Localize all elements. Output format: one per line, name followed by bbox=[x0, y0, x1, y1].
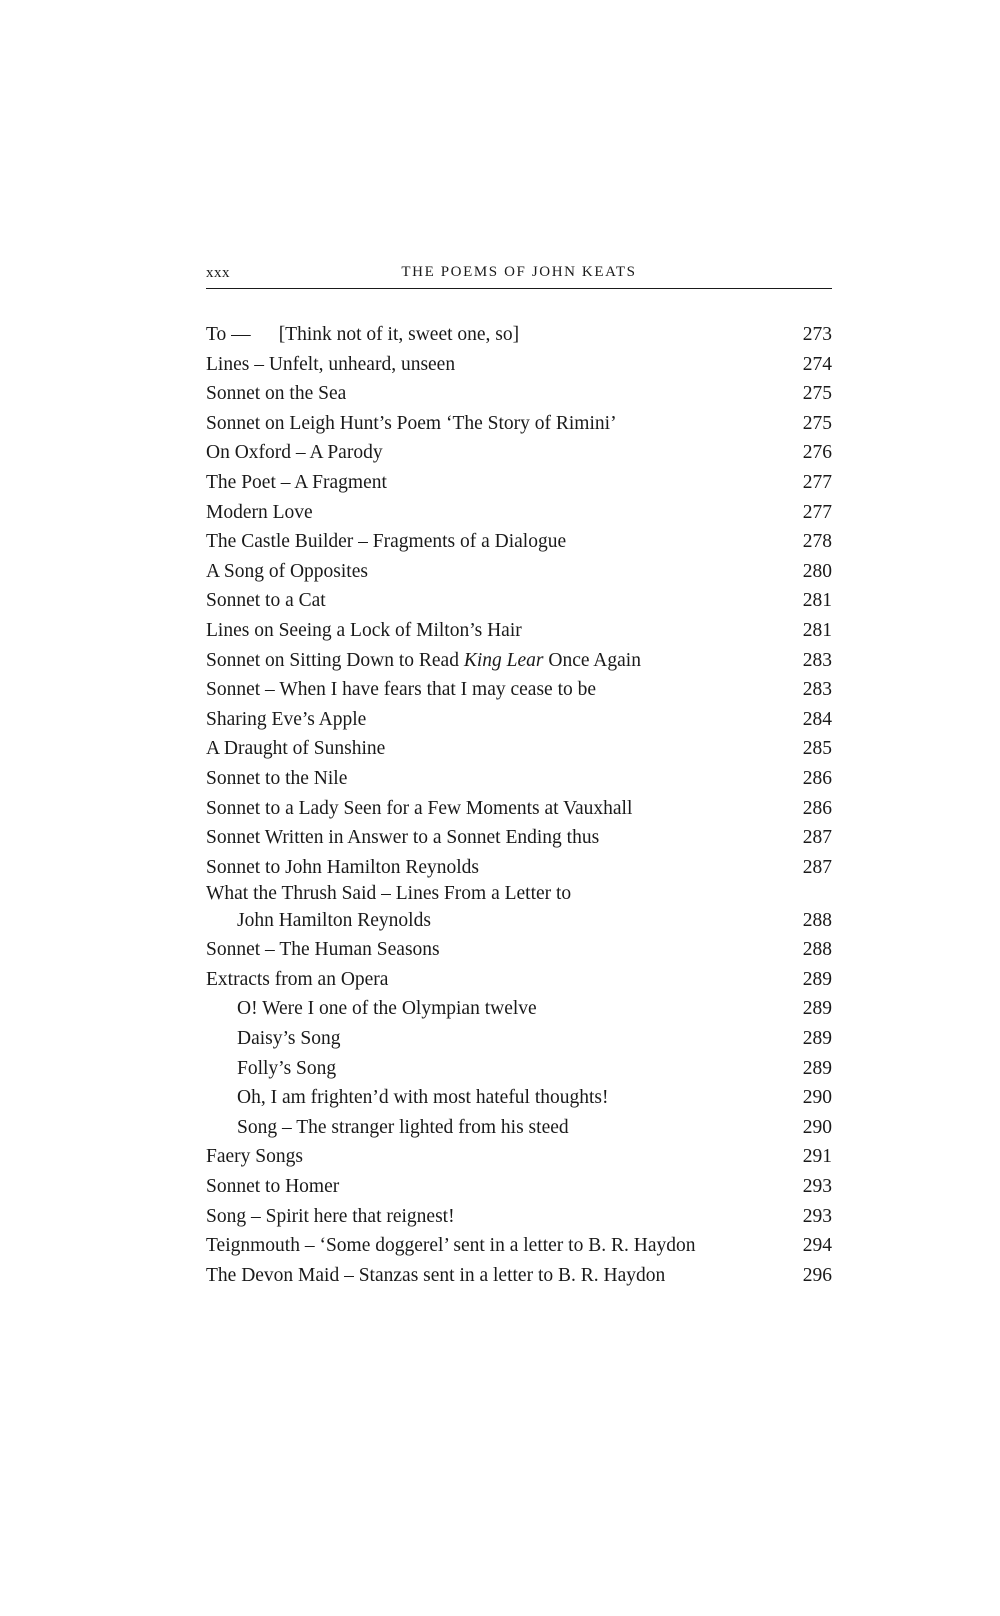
toc-entry bbox=[206, 557, 832, 587]
toc-entry-page: 293 bbox=[802, 1205, 832, 1227]
toc-entry-page: 293 bbox=[802, 1176, 832, 1198]
toc-entry-title: Sonnet on Leigh Hunt’s Poem ‘The Story of Rimini’ bbox=[206, 412, 617, 434]
toc-subentry bbox=[206, 1024, 832, 1054]
toc-entry-page: 291 bbox=[802, 1146, 832, 1168]
toc-entry-title: Song – Spirit here that reignest! bbox=[206, 1205, 455, 1227]
toc-entry-title: On Oxford – A Parody bbox=[206, 442, 383, 464]
toc-entry bbox=[206, 498, 832, 528]
toc-entry-page: 277 bbox=[802, 471, 832, 493]
toc-entry bbox=[206, 853, 832, 883]
toc-entry-page: 289 bbox=[802, 968, 832, 990]
toc-entry bbox=[206, 675, 832, 705]
toc-entry bbox=[206, 882, 832, 935]
toc-entry-page: 288 bbox=[802, 910, 832, 932]
toc-entry-page: 289 bbox=[802, 1057, 832, 1079]
toc-entry-title: Sonnet to a Cat bbox=[206, 590, 326, 612]
toc-entry-page: 283 bbox=[802, 649, 832, 671]
toc-entry-page: 277 bbox=[802, 501, 832, 523]
toc-subentry bbox=[206, 1054, 832, 1084]
toc-entry bbox=[206, 764, 832, 794]
toc-subentry bbox=[206, 1083, 832, 1113]
toc-entry-page: 284 bbox=[802, 708, 832, 730]
toc-entry-title: Lines on Seeing a Lock of Milton’s Hair bbox=[206, 619, 522, 641]
toc-entry-page: 290 bbox=[802, 1116, 832, 1138]
page-folio: xxx bbox=[206, 265, 230, 281]
toc-entry-page: 286 bbox=[802, 797, 832, 819]
toc-entry-title: The Devon Maid – Stanzas sent in a letter to B. R. Haydon bbox=[206, 1264, 666, 1286]
toc-entry bbox=[206, 320, 832, 350]
toc-entry-page: 289 bbox=[802, 998, 832, 1020]
toc-entry-title: Faery Songs bbox=[206, 1146, 303, 1168]
toc-entry-page: 274 bbox=[802, 353, 832, 375]
toc-entry-page: 275 bbox=[802, 383, 832, 405]
toc-entry-title: The Castle Builder – Fragments of a Dialogue bbox=[206, 531, 567, 553]
toc-entry-title: Sonnet Written in Answer to a Sonnet Ending thus bbox=[206, 827, 600, 849]
toc-entry-page: 275 bbox=[802, 412, 832, 434]
toc-entry-page: 281 bbox=[802, 619, 832, 641]
toc-entry-page: 281 bbox=[802, 590, 832, 612]
toc-entry-title: Sonnet to John Hamilton Reynolds bbox=[206, 856, 479, 878]
toc-entry-page: 276 bbox=[802, 442, 832, 464]
toc-subentry bbox=[206, 994, 832, 1024]
toc-entry-page: 283 bbox=[802, 679, 832, 701]
toc-entry-title: Teignmouth – ‘Some doggerel’ sent in a letter to B. R. Haydon bbox=[206, 1235, 696, 1257]
toc-entry-page: 288 bbox=[802, 939, 832, 961]
toc-entry-page: 289 bbox=[802, 1028, 832, 1050]
toc-entry-title: Sonnet to Homer bbox=[206, 1176, 340, 1198]
toc-entry-title: Oh, I am frighten’d with most hateful thoughts! bbox=[237, 1087, 609, 1109]
toc-entry-title: Sonnet to a Lady Seen for a Few Moments at Vauxhall bbox=[206, 797, 633, 819]
toc-entry bbox=[206, 705, 832, 735]
toc-entry-title bbox=[206, 882, 571, 935]
toc-entry bbox=[206, 438, 832, 468]
toc-entry bbox=[206, 734, 832, 764]
toc-entry bbox=[206, 646, 832, 676]
toc-entry-page: 278 bbox=[802, 531, 832, 553]
toc-entry-page: 296 bbox=[802, 1264, 832, 1286]
toc-entry bbox=[206, 935, 832, 965]
toc-entry-title: Song – The stranger lighted from his steed bbox=[237, 1116, 569, 1138]
toc-entry bbox=[206, 1261, 832, 1291]
toc-entry-title: Extracts from an Opera bbox=[206, 968, 389, 990]
toc-entry bbox=[206, 965, 832, 995]
toc-entry-title: The Poet – A Fragment bbox=[206, 471, 387, 493]
toc-entry-title: Sonnet on the Sea bbox=[206, 383, 347, 405]
toc-entry-title: Folly’s Song bbox=[237, 1057, 337, 1079]
toc-entry bbox=[206, 1142, 832, 1172]
toc-entry-title: Lines – Unfelt, unheard, unseen bbox=[206, 353, 456, 375]
toc-entry bbox=[206, 1172, 832, 1202]
toc-entry-title: Sonnet on Sitting Down to Read King Lear Once Again bbox=[206, 649, 641, 671]
toc-entry bbox=[206, 409, 832, 439]
toc-entry bbox=[206, 379, 832, 409]
toc-entry-page: 280 bbox=[802, 560, 832, 582]
toc-subentry bbox=[206, 1113, 832, 1143]
toc-entry-title: A Song of Opposites bbox=[206, 560, 368, 582]
toc-entry-italic-title: King Lear bbox=[463, 649, 544, 671]
toc-entry-page: 290 bbox=[802, 1087, 832, 1109]
toc-entry-page: 285 bbox=[802, 738, 832, 760]
toc-entry bbox=[206, 586, 832, 616]
toc-entry-page: 273 bbox=[802, 324, 832, 345]
toc-entry-page: 286 bbox=[802, 767, 832, 789]
toc-entry bbox=[206, 1202, 832, 1232]
toc-entry bbox=[206, 468, 832, 498]
toc-entry-title-line1: What the Thrush Said – Lines From a Letter to bbox=[206, 883, 572, 905]
page-header bbox=[206, 262, 832, 289]
toc-entry-title: Sharing Eve’s Apple bbox=[206, 708, 367, 730]
toc-entry bbox=[206, 350, 832, 380]
toc-entry-title: Sonnet to the Nile bbox=[206, 767, 348, 789]
table-of-contents bbox=[206, 320, 832, 1290]
toc-entry-title: Sonnet – The Human Seasons bbox=[206, 939, 440, 961]
toc-entry-title: A Draught of Sunshine bbox=[206, 738, 386, 760]
toc-entry bbox=[206, 794, 832, 824]
toc-entry-page: 287 bbox=[802, 856, 832, 878]
toc-entry-title: Sonnet – When I have fears that I may cease to be bbox=[206, 679, 597, 701]
toc-entry bbox=[206, 527, 832, 557]
toc-entry bbox=[206, 616, 832, 646]
toc-entry-title-line2: John Hamilton Reynolds bbox=[237, 910, 431, 932]
toc-entry-title: Modern Love bbox=[206, 501, 313, 523]
toc-entry bbox=[206, 1231, 832, 1261]
running-title: THE POEMS OF JOHN KEATS bbox=[401, 264, 637, 280]
toc-entry-page: 294 bbox=[802, 1235, 832, 1257]
toc-entry bbox=[206, 823, 832, 853]
toc-entry-title: O! Were I one of the Olympian twelve bbox=[237, 998, 537, 1020]
toc-entry-title: To — [Think not of it, sweet one, so] bbox=[206, 324, 520, 345]
toc-entry-page: 287 bbox=[802, 827, 832, 849]
toc-entry-title: Daisy’s Song bbox=[237, 1028, 341, 1050]
